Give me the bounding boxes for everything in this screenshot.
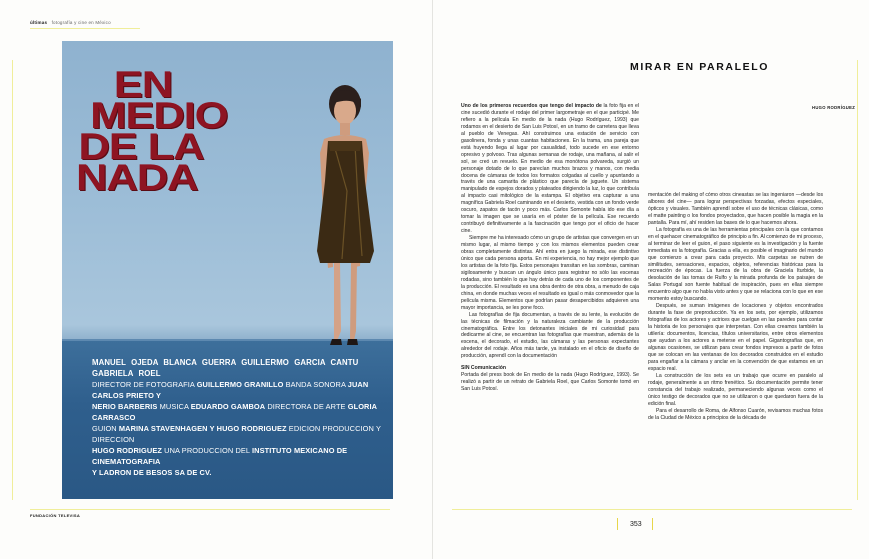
article-paragraph: Después, se suman imágenes de locaciones y objetos encontrados durante la fase de preproducción. Ya en los sets, por ejemplo, utilizamos fotografías de los actores y actrices que cuelgan en las paredes para contar la historia de los personajes que interpretan. Con ellas creamos también la utilería: documentos, licencias, títulos universitarios, entre otros elementos que ayudan a los actores a meterse en el papel. Gigantografías que, en algunas ocasiones, se utilizan para crear fondos impresos a partir de fotos que se colocan en las ventanas de los decorados construidos en el estudio para engañar a la cámara y anclar en la convención de que estamos en un espacio real. (648, 303, 823, 372)
page-number-mark (652, 518, 653, 530)
credit-label: EDICION PRODUCCION Y DIRECCION (92, 424, 381, 444)
poster-credit-line (92, 445, 382, 467)
crop-mark (857, 60, 858, 500)
article-lead: Uno de los primeros recuerdos que tengo del impacto de (461, 103, 602, 109)
crop-mark (452, 509, 852, 510)
credit-name: GLORIA CARRASCO (92, 402, 377, 422)
article-paragraph: La construcción de los sets es un trabajo que ocurre en paralelo al rodaje, generalmente a un ritmo frenético. Su documentación permite tener constancia del trabajo realizado, permaneciendo algunas veces como el único testigo de decorados que no se utilizaron o que quedaron fuera de la edición final. (648, 372, 823, 407)
credit-name: MARINA STAVENHAGEN Y HUGO RODRIGUEZ (118, 424, 287, 433)
article-column-1 (461, 103, 639, 393)
crop-mark (30, 28, 140, 29)
credit-label: UNA PRODUCCION DEL (164, 446, 250, 455)
credit-name: INSTITUTO MEXICANO DE CINEMATOGRAFIA (92, 446, 348, 466)
poster-cast: MANUEL OJEDA BLANCA GUERRA GUILLERMO GARCIA CANTU GABRIELA ROEL (92, 358, 359, 378)
credit-name: EDUARDO GAMBOA (190, 402, 266, 411)
poster-credit-line (92, 379, 382, 401)
running-head-title: últimas (30, 20, 48, 25)
page-number: 353 (630, 521, 642, 528)
credit-label: DIRECTORA DE ARTE (267, 402, 346, 411)
credit-label: DIRECTOR DE FOTOGRAFIA (92, 380, 195, 389)
credit-name: NERIO BARBERIS (92, 402, 158, 411)
article-paragraph: Para el desarrollo de Roma, de Alfonso Cuarón, revisamos muchas fotos de la Ciudad de México a principios de la década de (648, 407, 823, 421)
credit-name: Y LADRON DE BESOS SA DE CV. (92, 468, 212, 477)
poster-title-line: DE LA (78, 126, 204, 167)
poster-credit-line (92, 467, 382, 478)
article-paragraph: Siempre me ha interesado cómo un grupo de artistas que convergen en un mismo lugar, al mismo tiempo y con los mismos elementos pueden crear obras completamente distintas. Ahí entra en juego la mirada, ese distintivo único que cada persona aporta. En mi experiencia, no hay mejor ejemplo que los artistas de la foto fija. Estos personajes transitan en las sombras, caminan sigilosamente y buscan un ángulo único para registrar no sólo las escenas rodadas, sino también lo que hay detrás de cada uno de los componentes de la producción. El resultado es una obra dentro de otra obra, a menudo de caja china, en donde muchas veces el resultado es igual o más conmovedor que la película misma. Elementos que podrían pasar desapercibidos adquieren una mayor importancia, se les pone foco. (461, 235, 639, 311)
running-head (30, 20, 111, 25)
spine-gutter (432, 0, 433, 559)
poster-credits (92, 357, 382, 478)
article-paragraph: Las fotografías de fija documentan, a través de su lente, la evolución de las técnicas de filmación y la naturaleza cambiante de la producción cinematográfica. Entre los detonantes iniciales de mi curiosidad para dedicarme al cine, se encuentran las fotografías que muestran, además de la escena, el decorado, el estudio, las cámaras y las personas expectantes alrededor del rodaje. Años más tarde, ya instalado en el oficio de diseño de producción, aprendí con la documentación (461, 311, 639, 360)
caption-block (461, 365, 639, 393)
poster-credit-line (92, 423, 382, 445)
article-paragraph: La fotografía es una de las herramientas principales con la que contamos en el quehacer cinematográfico de principio a fin. Al comienzo de mi proceso, al terminar de leer el guion, el paso siguiente es la investigación y la fuente inmediata es la fotografía. Gracias a ella, es posible el imaginario del mundo que comienzo a crear para cada proyecto. Mis carpetas se nutren de similitudes, sensaciones, espacios, objetos, referencias históricas para la recreación de épocas. La fuerza de la obra de Graciela Iturbide, la desolación de las tomas de Rulfo y la mirada profunda de los paisajes de Salas Portugal son fuente habitual de inspiración, pues en ellas siempre encuentro algo que no había visto antes y que se relaciona con lo que en ese momento estoy buscando. (648, 226, 824, 303)
credit-label: MUSICA (159, 402, 189, 411)
article-author: HUGO RODRÍGUEZ (812, 105, 856, 110)
caption-heading: SIN Comunicación (461, 365, 507, 372)
article-column-2 (648, 192, 823, 421)
credit-name: GUILLERMO GRANILLO (196, 380, 284, 389)
page-number-mark (617, 518, 618, 530)
poster-credit-line (92, 401, 382, 423)
article-paragraph: mentación del making of cómo otros cineastas se las ingeniaron —desde los albores del cine— para lograr perspectivas forzadas, efectos especiales, ópticos y visuales. También aprendí sobre el uso de técnicas clásicas, como el matte painting o los fondos proyectados, que hacen posible la magia en la pantalla. Para mí, ahí residen las bases de lo que hacemos ahora. (648, 192, 823, 226)
crop-mark (30, 509, 390, 510)
footer-publisher: FUNDACIÓN TELEVISA (30, 513, 81, 518)
crop-mark (12, 60, 13, 500)
poster-title-line: MEDIO (90, 95, 228, 136)
running-head-subtitle: fotografía y cine en México (51, 20, 111, 25)
article-text: la foto fija en el cine sucedió durante el rodaje del primer largometraje en el que participé. Me refiero a la película En medio de la nada (Hugo Rodríguez, 1993) que rodamos en el desierto de San Luis Potosí, en un tramo de carretera que lleva al pueblo de Venegas. Ahí construimos una estación de servicio con gasolinera, fonda y unas cuantas habitaciones. En la trama, una pareja que está huyendo llega al lugar por casualidad, todo sucede en ese entorno opresivo y polvoso. Tras algunas semanas de rodaje, una mañana, al salir el sol, se creó un revuelo. En medio de esa monótona polvareda, surgió un personaje dotado de lo que parecían muchos brazos y manos, con media docena de cámaras de todos los formatos colgadas al cuello y apuntando a través de una camarita de plástico que parecía de juguete. Un sistema manipulado de espejos dorados y plateados dirigiendo la luz, lo que contribuía al impacto casi mitológico de la estampa. El objetivo era capturar a una magnífica Gabriela Roel caminando en el desierto, vestida con un fondo verde oscuro, zapatos de tacón y poco más. Carlos Somonte había ido ese día a tomar la imagen que se usaría en el póster de la película. Ese recuerdo contribuyó definitivamente a la fascinación que tengo por el oficio de hacer cine. (461, 103, 640, 235)
credit-label: BANDA SONORA (285, 380, 346, 389)
poster-title (76, 64, 228, 198)
credit-label: GUION (92, 424, 117, 433)
credit-name: JUAN CARLOS PRIETO Y (92, 380, 369, 400)
credit-name: HUGO RODRIGUEZ (92, 446, 162, 455)
poster-title-line: NADA (76, 157, 198, 198)
caption-text: Portada del press book de En medio de la nada (Hugo Rodríguez, 1993). Se realizó a partir de un retrato de Gabriela Roel, que Carlos Somonte tomó en San Luis Potosí. (461, 372, 639, 393)
poster-title-line: EN (113, 64, 173, 105)
article-paragraph (461, 103, 639, 235)
article-title: MIRAR EN PARALELO (630, 61, 770, 73)
film-poster (62, 41, 393, 499)
